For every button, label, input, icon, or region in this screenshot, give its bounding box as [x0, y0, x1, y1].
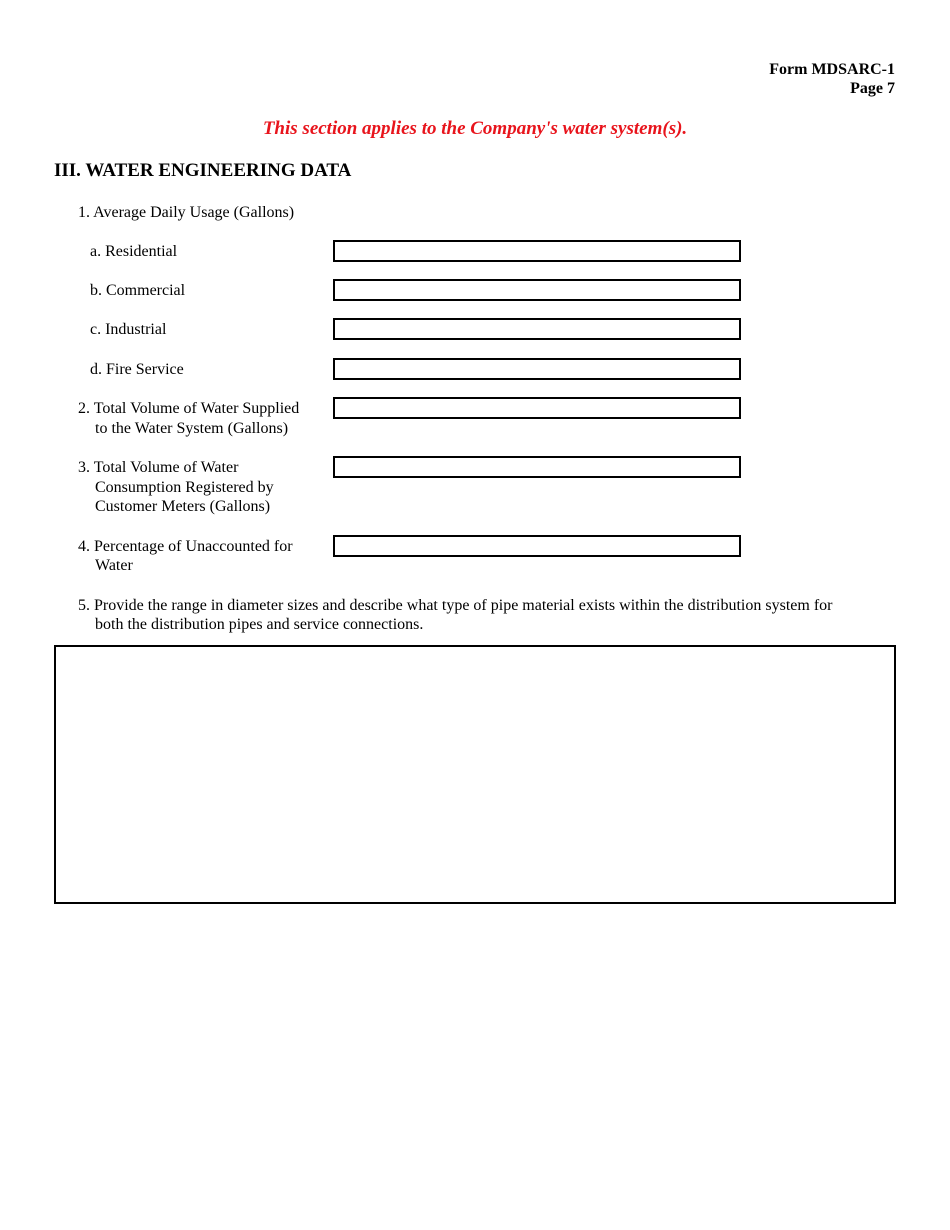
- pipe-material-textarea[interactable]: [54, 645, 896, 904]
- q3-label-line2: Consumption Registered by: [95, 479, 274, 496]
- total-consumption-input[interactable]: [333, 456, 741, 478]
- q1-label: 1. Average Daily Usage (Gallons): [78, 204, 295, 221]
- commercial-label: b. Commercial: [90, 282, 186, 299]
- q2-label-line2: to the Water System (Gallons): [95, 420, 289, 437]
- industrial-label: c. Industrial: [90, 321, 167, 338]
- page-number: Page 7: [850, 80, 895, 97]
- q4-label-line2: Water: [95, 557, 133, 574]
- residential-label: a. Residential: [90, 243, 178, 260]
- q5-label-line1: 5. Provide the range in diameter sizes and describe what type of pipe material exists within the distribution system for: [78, 597, 833, 614]
- commercial-input[interactable]: [333, 279, 741, 301]
- fire-service-input[interactable]: [333, 358, 741, 380]
- section-notice: This section applies to the Company's water system(s).: [262, 118, 688, 139]
- industrial-input[interactable]: [333, 318, 741, 340]
- form-number: Form MDSARC-1: [769, 61, 895, 78]
- unaccounted-percentage-input[interactable]: [333, 535, 741, 557]
- fire-service-label: d. Fire Service: [90, 361, 184, 378]
- q4-label-line1: 4. Percentage of Unaccounted for: [78, 538, 293, 555]
- total-supplied-input[interactable]: [333, 397, 741, 419]
- section-title: III. WATER ENGINEERING DATA: [54, 160, 352, 181]
- q3-label-line1: 3. Total Volume of Water: [78, 459, 239, 476]
- q2-label-line1: 2. Total Volume of Water Supplied: [78, 400, 300, 417]
- residential-input[interactable]: [333, 240, 741, 262]
- q5-label-line2: both the distribution pipes and service connections.: [95, 616, 424, 633]
- q3-label-line3: Customer Meters (Gallons): [95, 498, 271, 515]
